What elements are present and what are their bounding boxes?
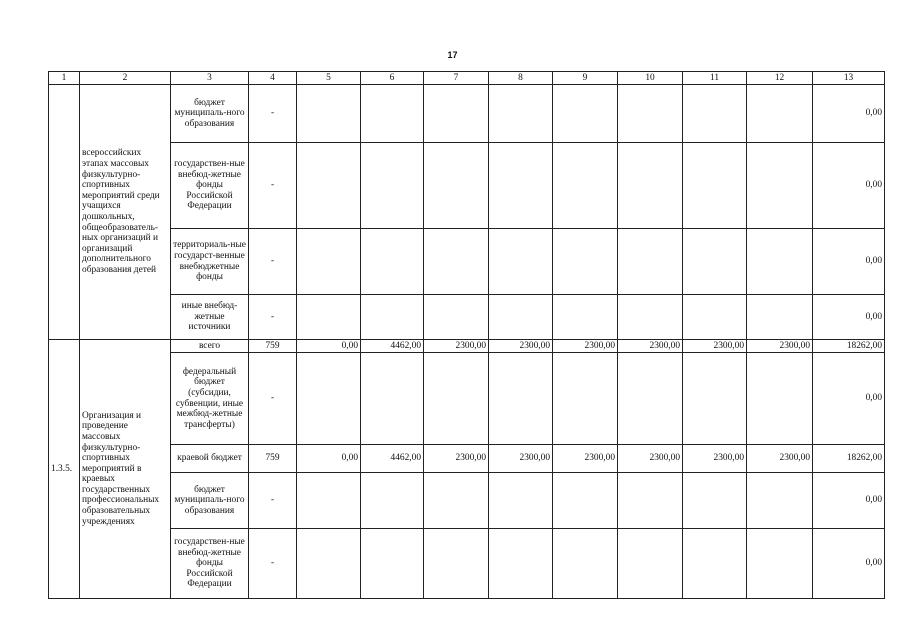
item-name: всероссийских этапах массовых физкультурно-спортивных мероприятий среди учащихся дошкольных, общеобразователь-ных организаций и организаций дополнительного образования детей xyxy=(80,85,171,340)
funding-source: иные внебюд-жетные источники xyxy=(171,295,249,340)
col-header: 8 xyxy=(489,72,553,85)
col-header: 1 xyxy=(49,72,80,85)
cell-c9: 2300,00 xyxy=(553,445,618,473)
cell-c9: 2300,00 xyxy=(553,340,618,353)
cell-c13: 18262,00 xyxy=(813,445,885,473)
cell-c4: - xyxy=(249,143,297,229)
col-header: 12 xyxy=(747,72,813,85)
cell-c4: - xyxy=(249,229,297,295)
cell-c13: 0,00 xyxy=(813,353,885,445)
item-code xyxy=(49,85,80,340)
header-row xyxy=(49,72,885,85)
cell-c4: 759 xyxy=(249,340,297,353)
col-header: 10 xyxy=(618,72,683,85)
cell-c13: 0,00 xyxy=(813,473,885,529)
cell-c12: 2300,00 xyxy=(747,445,813,473)
funding-source: государствен-ные внебюд-жетные фонды Российской Федерации xyxy=(171,143,249,229)
cell-c12: 2300,00 xyxy=(747,340,813,353)
table-row xyxy=(49,529,885,599)
col-header: 11 xyxy=(683,72,747,85)
col-header: 9 xyxy=(553,72,618,85)
col-header: 2 xyxy=(80,72,171,85)
cell-c4: - xyxy=(249,473,297,529)
cell-c8: 2300,00 xyxy=(489,340,553,353)
col-header: 5 xyxy=(297,72,361,85)
funding-source: всего xyxy=(171,340,249,353)
table-row xyxy=(49,295,885,340)
cell-c10: 2300,00 xyxy=(618,445,683,473)
col-header: 4 xyxy=(249,72,297,85)
item-name: Организация и проведение массовых физкультурно-спортивных мероприятий в краевых государственных профессиональных образовательных учреждениях xyxy=(80,340,171,599)
table-row xyxy=(49,353,885,445)
table-row xyxy=(49,473,885,529)
cell-c7: 2300,00 xyxy=(424,340,489,353)
funding-source: федеральный бюджет (субсидии, субвенции, иные межбюд-жетные трансферты) xyxy=(171,353,249,445)
item-code: 1.3.5. xyxy=(49,340,80,599)
cell-c4: - xyxy=(249,295,297,340)
table-row xyxy=(49,229,885,295)
table-row xyxy=(49,340,885,353)
cell-c5: 0,00 xyxy=(297,340,361,353)
table-row xyxy=(49,445,885,473)
funding-source: бюджет муниципаль-ного образования xyxy=(171,85,249,143)
cell-c8: 2300,00 xyxy=(489,445,553,473)
cell-c4: - xyxy=(249,353,297,445)
cell-c4: - xyxy=(249,85,297,143)
cell-c10: 2300,00 xyxy=(618,340,683,353)
cell-c6: 4462,00 xyxy=(361,340,424,353)
cell-c11: 2300,00 xyxy=(683,445,747,473)
cell-c5: 0,00 xyxy=(297,445,361,473)
cell-c4: - xyxy=(249,529,297,599)
col-header: 13 xyxy=(813,72,885,85)
funding-source: государствен-ные внебюд-жетные фонды Российской Федерации xyxy=(171,529,249,599)
funding-source: краевой бюджет xyxy=(171,445,249,473)
cell-c4: 759 xyxy=(249,445,297,473)
cell-c11: 2300,00 xyxy=(683,340,747,353)
cell-c6: 4462,00 xyxy=(361,445,424,473)
page-number: 17 xyxy=(447,50,458,60)
col-header: 6 xyxy=(361,72,424,85)
funding-source: бюджет муниципаль-ного образования xyxy=(171,473,249,529)
cell-c13: 0,00 xyxy=(813,229,885,295)
funding-source: территориаль-ные государст-венные внебюджетные фонды xyxy=(171,229,249,295)
cell-c7: 2300,00 xyxy=(424,445,489,473)
cell-c13: 18262,00 xyxy=(813,340,885,353)
col-header: 7 xyxy=(424,72,489,85)
budget-table xyxy=(48,71,885,599)
cell-c13: 0,00 xyxy=(813,143,885,229)
cell-c13: 0,00 xyxy=(813,295,885,340)
table-row xyxy=(49,85,885,143)
col-header: 3 xyxy=(171,72,249,85)
cell-c13: 0,00 xyxy=(813,85,885,143)
table-row xyxy=(49,143,885,229)
cell-c13: 0,00 xyxy=(813,529,885,599)
